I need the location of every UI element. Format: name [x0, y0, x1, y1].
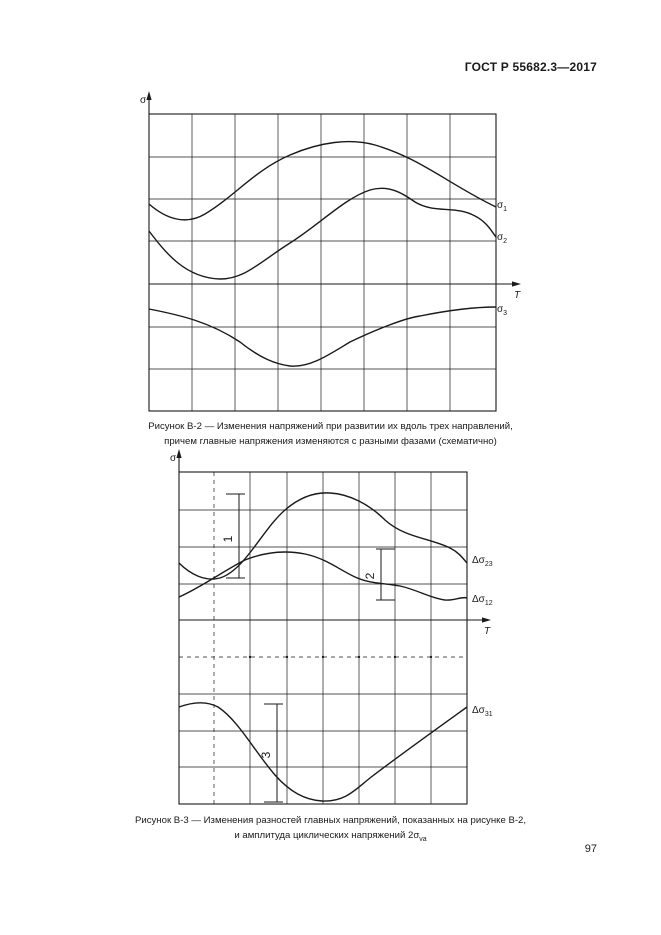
figure-2-chart: [0, 440, 661, 820]
label-delta-sigma31: $\Delta\sigma_{31}$: [472, 705, 493, 718]
caption-line: причем главные напряжения изменяются с разными фазами (схематично): [164, 436, 497, 447]
x-axis-label: T: [514, 290, 521, 301]
label-sigma1: $\sigma_1$: [497, 200, 508, 213]
grid-lines: [149, 114, 496, 411]
figure-1-chart: [0, 0, 661, 420]
x-axis-arrow: [512, 281, 521, 286]
marker-2: 2: [363, 572, 377, 580]
label-sigma3: $\sigma_3$: [497, 304, 508, 317]
caption-text: и амплитуда циклических напряжений 2σ: [234, 830, 420, 841]
caption-line: Рисунок В-3 — Изменения разностей главных напряжений, показанных на рисунке В-2,: [134, 815, 527, 826]
plot-frame: [149, 114, 496, 411]
figure-stress-variation: [0, 0, 661, 420]
label-sigma2: $\sigma_2$: [497, 232, 508, 245]
y-axis-label: σ: [140, 95, 147, 106]
page-number: 97: [584, 843, 597, 855]
figure-stress-differences: [0, 440, 661, 820]
curve-sigma2: [149, 188, 496, 279]
caption-line: [0, 828, 661, 847]
marker-1: 1: [221, 535, 235, 543]
label-delta-sigma23: $\Delta\sigma_{23}$: [472, 555, 493, 568]
marker-3: 3: [259, 751, 273, 759]
y-axis-arrow: [176, 449, 181, 458]
x-axis-label: T: [484, 626, 491, 637]
figure-2-caption: [0, 813, 661, 847]
y-axis-arrow: [146, 91, 151, 100]
caption-line: Рисунок В-2 — Изменения напряжений при развитии их вдоль трех направлений,: [148, 421, 513, 432]
grid-lines: [179, 472, 467, 804]
caption-subscript: va: [419, 835, 427, 843]
y-axis-label: σ: [170, 453, 177, 464]
curve-sigma1: [149, 142, 496, 220]
curves: [149, 142, 496, 367]
x-axis-arrow: [482, 617, 491, 622]
curve-sigma3: [149, 307, 496, 366]
standard-header: ГОСТ Р 55682.3—2017: [464, 60, 597, 74]
label-delta-sigma12: $\Delta\sigma_{12}$: [472, 594, 493, 607]
amplitude-markers: [226, 494, 395, 802]
